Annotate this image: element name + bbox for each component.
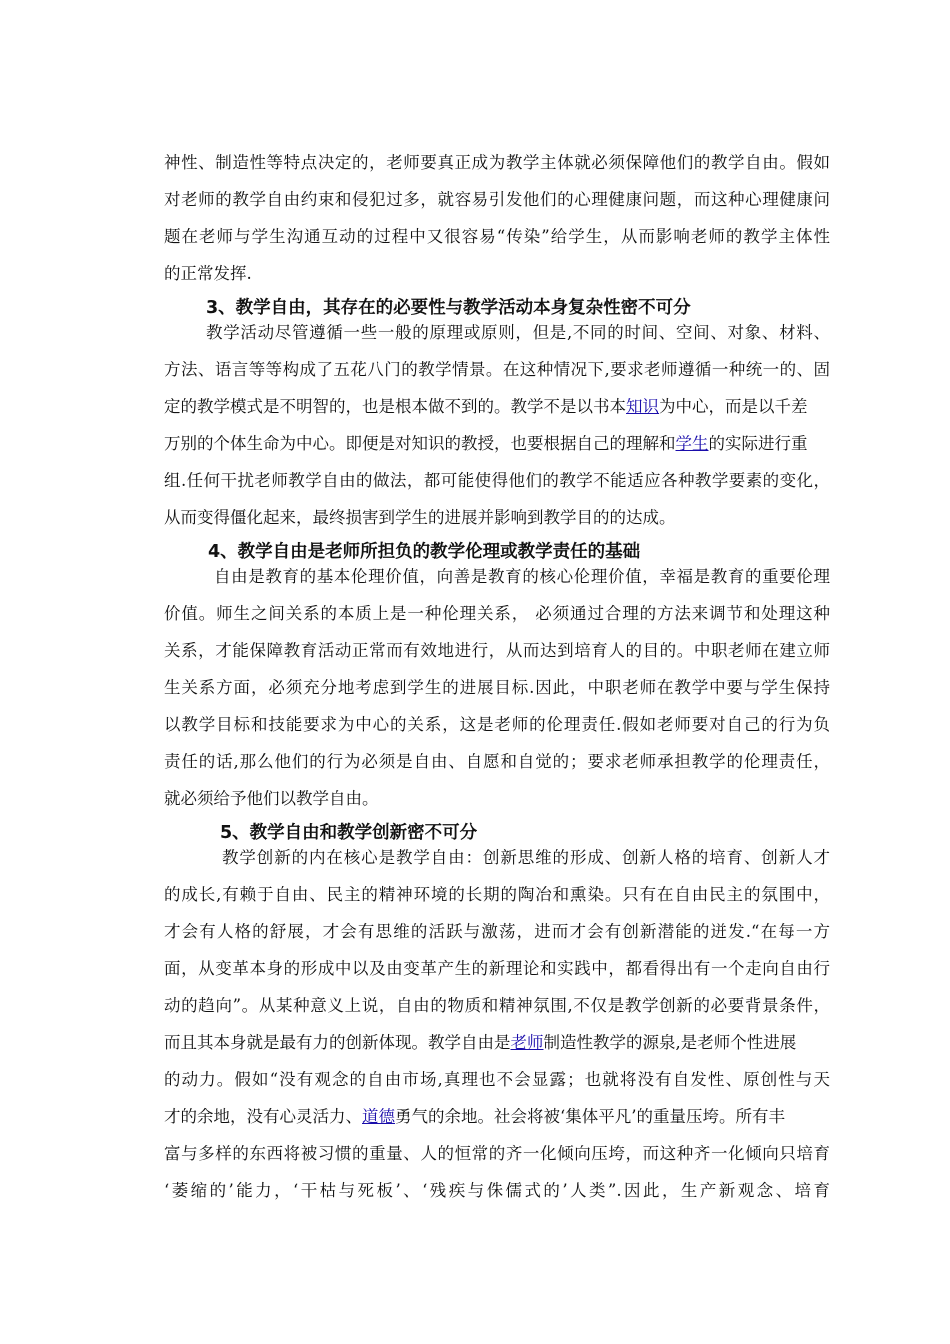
paragraph-line: 就必须给予他们以教学自由。 bbox=[164, 789, 379, 808]
paragraph-line: 关系，才能保障教育活动正常而有效地进行，从而达到培育人的目的。中职老师在建立师 bbox=[164, 641, 830, 660]
paragraph-line: 教学活动尽管遵循一些一般的原理或原则，但是,不同的时间、空间、对象、材料、 bbox=[206, 323, 830, 342]
paragraph-line: 的成长,有赖于自由、民主的精神环境的长期的陶冶和熏染。只有在自由民主的氛围中， bbox=[164, 885, 830, 904]
paragraph-line: 自由是教育的基本伦理价值，向善是教育的核心伦理价值，幸福是教育的重要伦理 bbox=[214, 567, 830, 586]
paragraph-line: 教学创新的内在核心是教学自由：创新思维的形成、创新人格的培育、创新人才 bbox=[222, 848, 830, 867]
link-student[interactable]: 学生 bbox=[675, 434, 709, 453]
paragraph-line: 万别的个体生命为中心。即便是对知识的教授，也要根据自己的理解和学生的实际进行重 bbox=[164, 434, 808, 453]
paragraph-line: 从而变得僵化起来，最终损害到学生的进展并影响到教学目的的达成。 bbox=[164, 508, 676, 527]
paragraph-line: 题在老师与学生沟通互动的过程中又很容易“传染”给学生，从而影响老师的教学主体性 bbox=[164, 227, 830, 246]
paragraph-line: 责任的话,那么他们的行为必须是自由、自愿和自觉的；要求老师承担教学的伦理责任， bbox=[164, 752, 830, 771]
paragraph-line: 富与多样的东西将被习惯的重量、人的恒常的齐一化倾向压垮，而这种齐一化倾向只培育 bbox=[164, 1144, 830, 1163]
paragraph-line: ‘萎缩的’能力，‘干枯与死板’、‘残疾与侏儒式的’人类”.因此，生产新观念、培育 bbox=[164, 1181, 830, 1200]
paragraph-line: 动的趋向”。从某种意义上说，自由的物质和精神氛围,不仅是教学创新的必要背景条件， bbox=[164, 996, 830, 1015]
section-heading-4: 4、教学自由是老师所担负的教学伦理或教学责任的基础 bbox=[208, 542, 641, 562]
paragraph-line: 而且其本身就是最有力的创新体现。教学自由是老师制造性教学的源泉,是老师个性进展 bbox=[164, 1033, 797, 1052]
paragraph-line: 以教学目标和技能要求为中心的关系，这是老师的伦理责任.假如老师要对自己的行为负 bbox=[164, 715, 830, 734]
paragraph-line: 生关系方面，必须充分地考虑到学生的进展目标.因此，中职老师在教学中要与学生保持 bbox=[164, 678, 830, 697]
paragraph-line: 组.任何干扰老师教学自由的做法，都可能使得他们的教学不能适应各种教学要素的变化， bbox=[164, 471, 830, 490]
paragraph-line: 才的余地，没有心灵活力、道德勇气的余地。社会将被‘集体平凡’的重量压垮。所有丰 bbox=[164, 1107, 785, 1126]
paragraph-line: 价值。师生之间关系的本质上是一种伦理关系， 必须通过合理的方法来调节和处理这种 bbox=[164, 604, 830, 623]
section-heading-3: 3、教学自由，其存在的必要性与教学活动本身复杂性密不可分 bbox=[206, 298, 691, 318]
paragraph-line: 方法、语言等等构成了五花八门的教学情景。在这种情况下,要求老师遵循一种统一的、固 bbox=[164, 360, 830, 379]
paragraph-line: 对老师的教学自由约束和侵犯过多，就容易引发他们的心理健康问题，而这种心理健康问 bbox=[164, 190, 830, 209]
link-morality[interactable]: 道德 bbox=[362, 1107, 395, 1126]
paragraph-line: 神性、制造性等特点决定的，老师要真正成为教学主体就必须保障他们的教学自由。假如 bbox=[164, 153, 830, 172]
paragraph-line: 定的教学模式是不明智的，也是根本做不到的。教学不是以书本知识为中心，而是以千差 bbox=[164, 397, 808, 416]
paragraph-line: 的动力。假如“没有观念的自由市场,真理也不会显露；也就将没有自发性、原创性与天 bbox=[164, 1070, 830, 1089]
link-knowledge[interactable]: 知识 bbox=[626, 397, 659, 416]
paragraph-line: 才会有人格的舒展，才会有思维的活跃与激荡，进而才会有创新潜能的迸发.“在每一方 bbox=[164, 922, 830, 941]
section-heading-5: 5、教学自由和教学创新密不可分 bbox=[220, 823, 478, 843]
paragraph-line: 面，从变革本身的形成中以及由变革产生的新理论和实践中，都看得出有一个走向自由行 bbox=[164, 959, 830, 978]
paragraph-line: 的正常发挥. bbox=[164, 264, 252, 283]
link-teacher[interactable]: 老师 bbox=[510, 1033, 544, 1052]
